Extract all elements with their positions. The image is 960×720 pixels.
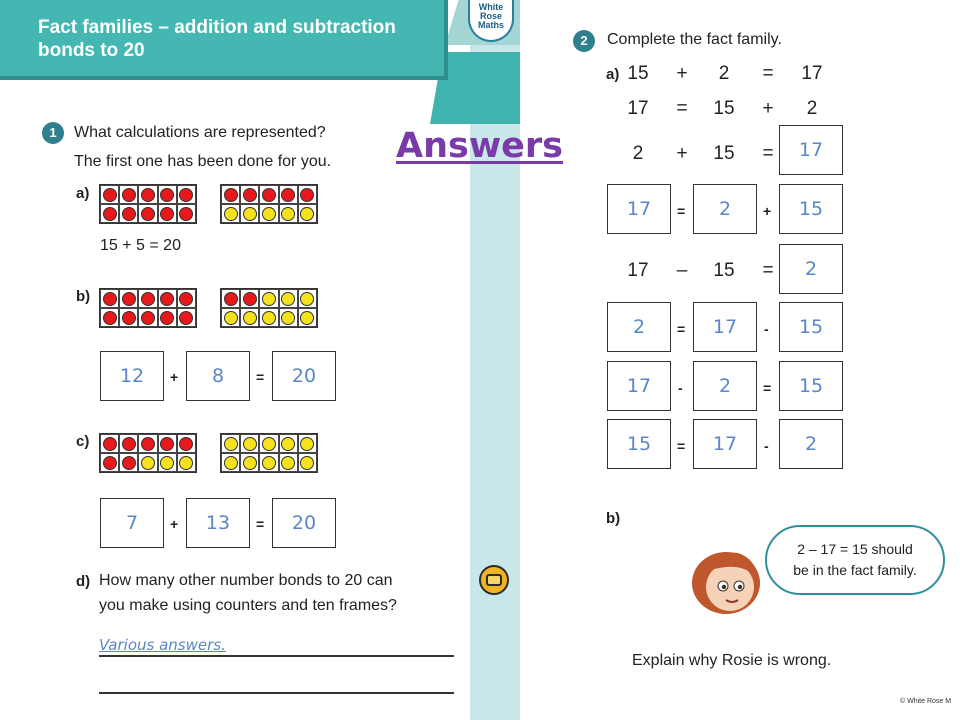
given-row2-term1: 17 [627, 98, 649, 119]
given-row2-op1: = [676, 98, 688, 119]
row7-box2[interactable]: 2 [693, 361, 757, 411]
yellow-counter [224, 437, 238, 451]
ten-frame-cell [138, 434, 157, 453]
ten-frame-cell [158, 434, 177, 453]
ten-frame-c1 [99, 433, 197, 473]
yellow-counter [179, 456, 193, 470]
ten-frame-cell [119, 453, 138, 472]
row3-op1: + [676, 143, 688, 164]
answer-box-b1[interactable]: 12 [100, 351, 164, 401]
ten-frame-cell [240, 204, 259, 223]
ten-frame-cell [177, 308, 196, 327]
row8-box1[interactable]: 15 [607, 419, 671, 469]
ten-frame-cell [221, 308, 240, 327]
row4-op2: + [763, 203, 772, 219]
red-counter [243, 292, 257, 306]
given-row1-term2: 2 [718, 63, 730, 84]
ten-frame-cell [138, 453, 157, 472]
ten-frame-cell [279, 308, 298, 327]
part-a-label: a) [76, 185, 90, 202]
yellow-counter [224, 311, 238, 325]
ten-frame-cell [259, 289, 278, 308]
ten-frame-cell [158, 289, 177, 308]
ten-frame-cell [259, 453, 278, 472]
part-c-label: c) [76, 433, 90, 450]
ten-frame-cell [100, 204, 119, 223]
red-counter [141, 207, 155, 221]
q2-part-b-label: b) [606, 510, 621, 527]
question-1-instruction: The first one has been done for you. [74, 153, 332, 170]
ten-frame-cell [298, 434, 317, 453]
yellow-counter [224, 456, 238, 470]
part-d-answer[interactable]: Various answers. [99, 636, 226, 654]
yellow-counter [281, 207, 295, 221]
ten-frame-cell [100, 185, 119, 204]
question-1-text: What calculations are represented? [74, 124, 326, 141]
given-row1-op2: = [762, 63, 774, 84]
q2-part-a-label: a) [606, 66, 620, 83]
yellow-counter [243, 437, 257, 451]
row6-op1: = [677, 321, 686, 337]
ten-frame-cell [298, 185, 317, 204]
ten-frame-cell [119, 185, 138, 204]
red-counter [122, 456, 136, 470]
row8-op1: = [677, 438, 686, 454]
ten-frame-cell [298, 289, 317, 308]
red-counter [122, 292, 136, 306]
ten-frame-b2 [220, 288, 318, 328]
row3-op2: = [762, 143, 774, 164]
example-equation: 15 + 5 = 20 [100, 237, 181, 254]
ten-frame-cell [100, 453, 119, 472]
red-counter [103, 207, 117, 221]
ten-frame-cell [221, 434, 240, 453]
answers-heading: Answers [396, 126, 564, 166]
operator-c2: = [256, 516, 265, 532]
answer-box-c2[interactable]: 13 [186, 498, 250, 548]
answer-line-2 [99, 692, 454, 694]
ten-frame-cell [158, 308, 177, 327]
row6-box2[interactable]: 17 [693, 302, 757, 352]
ten-frame-cell [221, 204, 240, 223]
yellow-counter [300, 437, 314, 451]
answer-box-b3[interactable]: 20 [272, 351, 336, 401]
red-counter [179, 207, 193, 221]
ten-frame-cell [240, 289, 259, 308]
ten-frame-cell [298, 308, 317, 327]
part-d-label: d) [76, 573, 91, 590]
question-1-badge: 1 [42, 122, 64, 144]
answer-box-c3[interactable]: 20 [272, 498, 336, 548]
ten-frame-cell [240, 453, 259, 472]
red-counter [179, 437, 193, 451]
ten-frame-b1 [99, 288, 197, 328]
ten-frame-cell [259, 204, 278, 223]
row6-box1[interactable]: 2 [607, 302, 671, 352]
yellow-counter [262, 207, 276, 221]
red-counter [103, 437, 117, 451]
ten-frame-cell [138, 308, 157, 327]
ten-frame-cell [279, 289, 298, 308]
row6-box3[interactable]: 15 [779, 302, 843, 352]
row5-op1: – [676, 260, 688, 281]
question-2-text: Complete the fact family. [607, 31, 782, 48]
row8-box3[interactable]: 2 [779, 419, 843, 469]
yellow-counter [243, 311, 257, 325]
ten-frame-cell [259, 434, 278, 453]
red-counter [179, 188, 193, 202]
rosie-character-icon [690, 545, 762, 615]
ten-frame-cell [119, 434, 138, 453]
ten-frame-cell [119, 289, 138, 308]
red-counter [103, 311, 117, 325]
red-counter [160, 292, 174, 306]
part-b-label: b) [76, 288, 91, 305]
answer-box-c1[interactable]: 7 [100, 498, 164, 548]
red-counter [160, 311, 174, 325]
yellow-counter [300, 207, 314, 221]
red-counter [141, 437, 155, 451]
question-2-badge: 2 [573, 30, 595, 52]
ten-frame-a1 [99, 184, 197, 224]
row5-op2: = [762, 260, 774, 281]
yellow-counter [262, 292, 276, 306]
speech-line-2: be in the fact family. [793, 562, 917, 578]
red-counter [160, 437, 174, 451]
given-row2-op2: + [762, 98, 774, 119]
yellow-counter [141, 456, 155, 470]
row5-term2: 15 [713, 260, 735, 281]
given-row1-term3: 17 [801, 63, 823, 84]
ten-frame-cell [100, 434, 119, 453]
red-counter [262, 188, 276, 202]
ten-frame-cell [100, 289, 119, 308]
ten-frame-cell [279, 434, 298, 453]
red-counter [179, 311, 193, 325]
yellow-counter [300, 456, 314, 470]
red-counter [122, 437, 136, 451]
red-counter [122, 188, 136, 202]
ten-frame-cell [119, 204, 138, 223]
yellow-counter [281, 437, 295, 451]
yellow-counter [243, 456, 257, 470]
row4-box3[interactable]: 15 [779, 184, 843, 234]
row8-box2[interactable]: 17 [693, 419, 757, 469]
row3-answer-box[interactable]: 17 [779, 125, 843, 175]
operator-c1: + [170, 516, 179, 532]
yellow-counter [160, 456, 174, 470]
red-counter [179, 292, 193, 306]
speech-bubble [765, 525, 945, 595]
operator-b1: + [170, 369, 179, 385]
answer-box-b2[interactable]: 8 [186, 351, 250, 401]
yellow-counter [281, 292, 295, 306]
yellow-counter [281, 311, 295, 325]
ten-frame-cell [138, 204, 157, 223]
white-rose-maths-logo: White Rose Maths [468, 0, 514, 42]
ten-frame-cell [259, 308, 278, 327]
yellow-counter [281, 456, 295, 470]
row4-box2[interactable]: 2 [693, 184, 757, 234]
yellow-counter [262, 311, 276, 325]
ten-frame-cell [259, 185, 278, 204]
row4-box1[interactable]: 17 [607, 184, 671, 234]
part-d-question-line2: you make using counters and ten frames? [99, 597, 397, 614]
ten-frame-cell [298, 453, 317, 472]
red-counter [141, 188, 155, 202]
ten-frame-cell [240, 185, 259, 204]
ten-frame-cell [279, 185, 298, 204]
ten-frame-cell [138, 185, 157, 204]
red-counter [160, 207, 174, 221]
given-row2-term3: 2 [806, 98, 818, 119]
title-banner [0, 0, 448, 80]
ten-frame-cell [158, 185, 177, 204]
row7-box1[interactable]: 17 [607, 361, 671, 411]
red-counter [224, 188, 238, 202]
ten-frame-cell [298, 204, 317, 223]
row7-box3[interactable]: 15 [779, 361, 843, 411]
speech-line-1: 2 – 17 = 15 should [797, 541, 913, 557]
row5-answer-box[interactable]: 2 [779, 244, 843, 294]
ten-frame-cell [221, 453, 240, 472]
given-row2-term2: 15 [713, 98, 735, 119]
red-counter [281, 188, 295, 202]
red-counter [300, 188, 314, 202]
page-title: Fact families – addition and subtraction bonds to 20 [38, 17, 396, 61]
red-counter [141, 311, 155, 325]
copyright-text: © White Rose M [900, 698, 952, 705]
ten-frame-cell [221, 185, 240, 204]
row8-op2: - [764, 438, 769, 454]
ten-frame-cell [177, 289, 196, 308]
ten-frame-cell [279, 204, 298, 223]
answer-line-1 [99, 655, 454, 657]
row6-op2: - [764, 321, 769, 337]
ten-frame-cell [177, 434, 196, 453]
row3-term2: 15 [713, 143, 735, 164]
row7-op1: - [678, 380, 683, 396]
ten-frame-a2 [220, 184, 318, 224]
row5-term1: 17 [627, 260, 649, 281]
row4-op1: = [677, 203, 686, 219]
yellow-counter [262, 456, 276, 470]
ten-frame-cell [138, 289, 157, 308]
ten-frame-cell [177, 185, 196, 204]
red-counter [122, 207, 136, 221]
operator-b2: = [256, 369, 265, 385]
ten-frame-cell [240, 434, 259, 453]
red-counter [160, 188, 174, 202]
yellow-counter [243, 207, 257, 221]
red-counter [103, 292, 117, 306]
yellow-counter [262, 437, 276, 451]
row7-op2: = [763, 380, 772, 396]
row3-term1: 2 [632, 143, 644, 164]
yellow-counter [300, 311, 314, 325]
red-counter [141, 292, 155, 306]
ten-frame-cell [158, 453, 177, 472]
ten-frame-cell [177, 453, 196, 472]
explain-prompt: Explain why Rosie is wrong. [632, 652, 832, 669]
given-row1-op1: + [676, 63, 688, 84]
red-counter [122, 311, 136, 325]
ten-frame-cell [100, 308, 119, 327]
part-d-question-line1: How many other number bonds to 20 can [99, 572, 393, 589]
yellow-counter [224, 207, 238, 221]
given-row1-term1: 15 [627, 63, 649, 84]
red-counter [103, 188, 117, 202]
red-counter [103, 456, 117, 470]
reasoning-book-icon [479, 565, 509, 595]
ten-frame-cell [279, 453, 298, 472]
red-counter [224, 292, 238, 306]
yellow-counter [300, 292, 314, 306]
ten-frame-c2 [220, 433, 318, 473]
ten-frame-cell [240, 308, 259, 327]
ten-frame-cell [119, 308, 138, 327]
red-counter [243, 188, 257, 202]
ten-frame-cell [177, 204, 196, 223]
ten-frame-cell [221, 289, 240, 308]
ten-frame-cell [158, 204, 177, 223]
